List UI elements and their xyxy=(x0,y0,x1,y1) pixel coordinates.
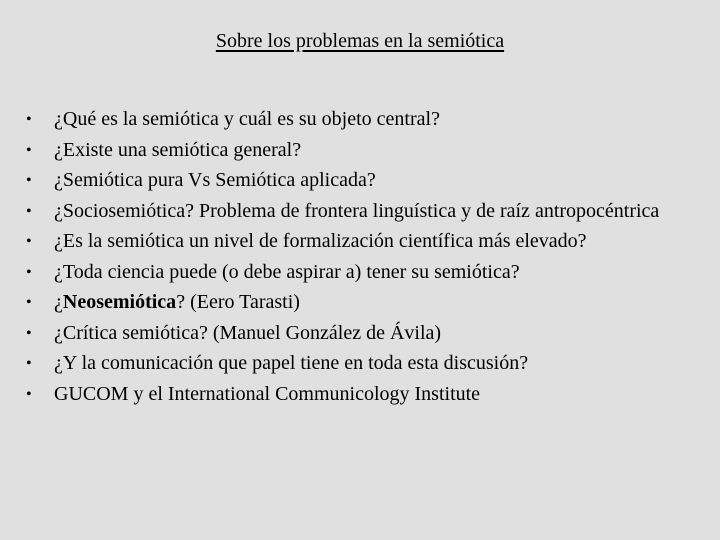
bullet-item xyxy=(26,291,696,314)
bullet-dot-icon: • xyxy=(26,294,32,311)
bullet-dot-icon: • xyxy=(26,111,32,128)
bullet-dot-icon: • xyxy=(26,324,32,342)
bullet-text: ¿Y la comunicación que papel tiene en toda esta discusión? xyxy=(54,352,529,374)
bullet-dot-icon: • xyxy=(26,385,32,403)
bullet-text: ¿Crítica semiótica? (Manuel González de Ávila) xyxy=(54,321,442,344)
bullet-dot-icon: • xyxy=(26,263,32,281)
bullet-dot-icon: • xyxy=(26,233,32,250)
bullet-item xyxy=(26,169,696,192)
bullet-text: ¿Toda ciencia puede (o debe aspirar a) tener su semiótica? xyxy=(54,260,520,283)
bullet-item xyxy=(26,352,696,375)
bullet-dot-icon: • xyxy=(26,202,32,220)
bullet-item xyxy=(26,230,696,253)
bullet-item xyxy=(26,108,696,131)
bullet-dot-icon: • xyxy=(26,355,32,372)
bullet-item xyxy=(26,200,696,223)
bullet-text: ¿Sociosemiótica? Problema de frontera linguística y de raíz antropocéntrica xyxy=(54,199,660,222)
bullet-item xyxy=(26,383,696,406)
bullet-text: ¿Es la semiótica un nivel de formalización científica más elevado? xyxy=(54,230,587,252)
slide-title: Sobre los problemas en la semiótica xyxy=(215,30,505,52)
bullet-list xyxy=(26,108,696,413)
bullet-item xyxy=(26,261,696,284)
bullet-text: ¿Semiótica pura Vs Semiótica aplicada? xyxy=(54,169,376,191)
bullet-text-suffix: ? (Eero Tarasti) xyxy=(176,291,300,313)
bullet-dot-icon: • xyxy=(26,141,32,159)
bullet-text: ¿Existe una semiótica general? xyxy=(54,138,302,161)
bullet-text: ¿Qué es la semiótica y cuál es su objeto central? xyxy=(54,108,440,130)
bullet-item xyxy=(26,139,696,162)
bullet-text-bold-term: Neosemiótica xyxy=(62,291,177,313)
bullet-text: GUCOM y el International Communicology Institute xyxy=(54,382,481,405)
bullet-text-prefix: ¿ xyxy=(54,291,63,313)
bullet-item xyxy=(26,322,696,345)
bullet-dot-icon: • xyxy=(26,172,32,189)
